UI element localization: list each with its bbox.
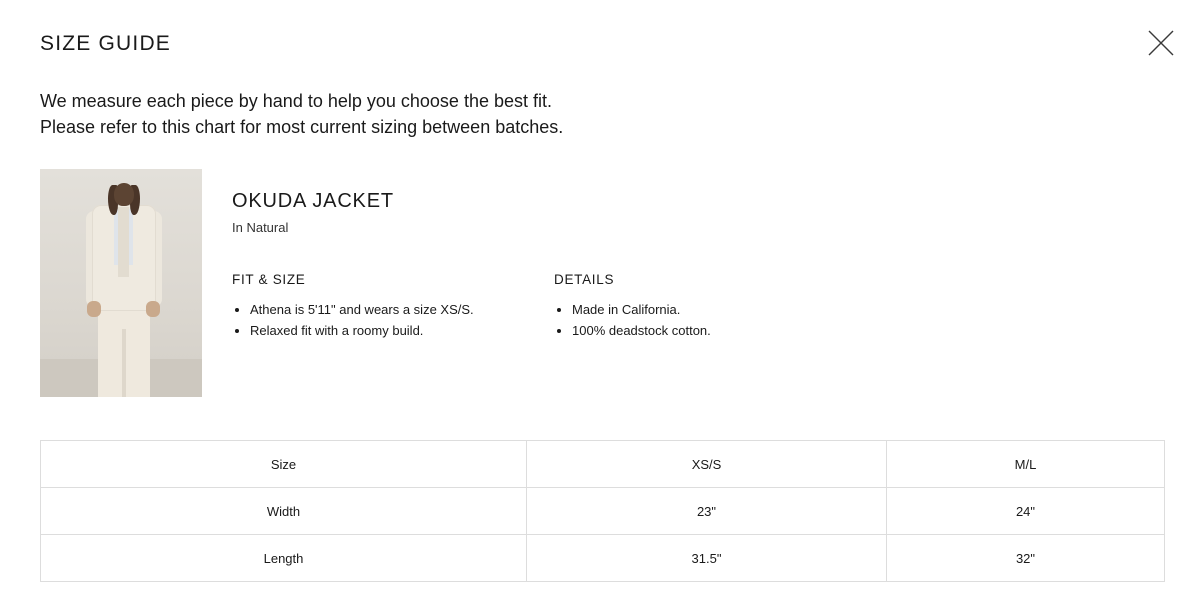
fit-and-size-list <box>232 300 554 341</box>
fit-and-size-column <box>232 272 554 342</box>
table-row <box>41 441 1165 488</box>
list-item: • Athena is 5'11" and wears a size XS/S. <box>250 300 554 320</box>
table-cell: Length <box>41 535 527 582</box>
table-cell: Width <box>41 488 527 535</box>
details-heading: DETAILS <box>554 272 615 287</box>
intro-line-2: Please refer to this chart for most current sizing between batches. <box>40 117 564 137</box>
list-item: • Made in California. <box>572 300 711 320</box>
table-row <box>41 488 1165 535</box>
product-name: OKUDA JACKET <box>232 190 394 212</box>
size-chart-table <box>40 440 1165 582</box>
table-cell: 23" <box>527 488 887 535</box>
figure-hand-left <box>87 301 101 317</box>
figure-head <box>114 183 134 206</box>
table-row <box>41 535 1165 582</box>
product-info <box>232 189 1160 237</box>
product-colour: In Natural <box>232 220 289 235</box>
table-cell: 32" <box>887 535 1165 582</box>
details-list <box>554 300 711 341</box>
fit-and-size-heading: FIT & SIZE <box>232 272 306 287</box>
list-item: • 100% deadstock cotton. <box>572 321 711 341</box>
close-icon[interactable] <box>1144 26 1178 60</box>
modal-header <box>40 30 1160 70</box>
page-title: SIZE GUIDE <box>40 32 172 55</box>
product-image <box>40 169 202 397</box>
product-section <box>40 169 1160 399</box>
figure-hand-right <box>146 301 160 317</box>
details-column <box>554 272 711 342</box>
table-cell: 24" <box>887 488 1165 535</box>
figure-lapel <box>118 207 129 277</box>
intro-text <box>40 88 563 140</box>
table-header-cell: XS/S <box>527 441 887 488</box>
figure-pants-seam <box>122 329 126 397</box>
table-header-cell: M/L <box>887 441 1165 488</box>
spec-columns <box>232 272 1160 342</box>
table-cell: 31.5" <box>527 535 887 582</box>
intro-line-1: We measure each piece by hand to help you choose the best fit. <box>40 91 552 111</box>
table-header-cell: Size <box>41 441 527 488</box>
list-item: • Relaxed fit with a roomy build. <box>250 321 554 341</box>
